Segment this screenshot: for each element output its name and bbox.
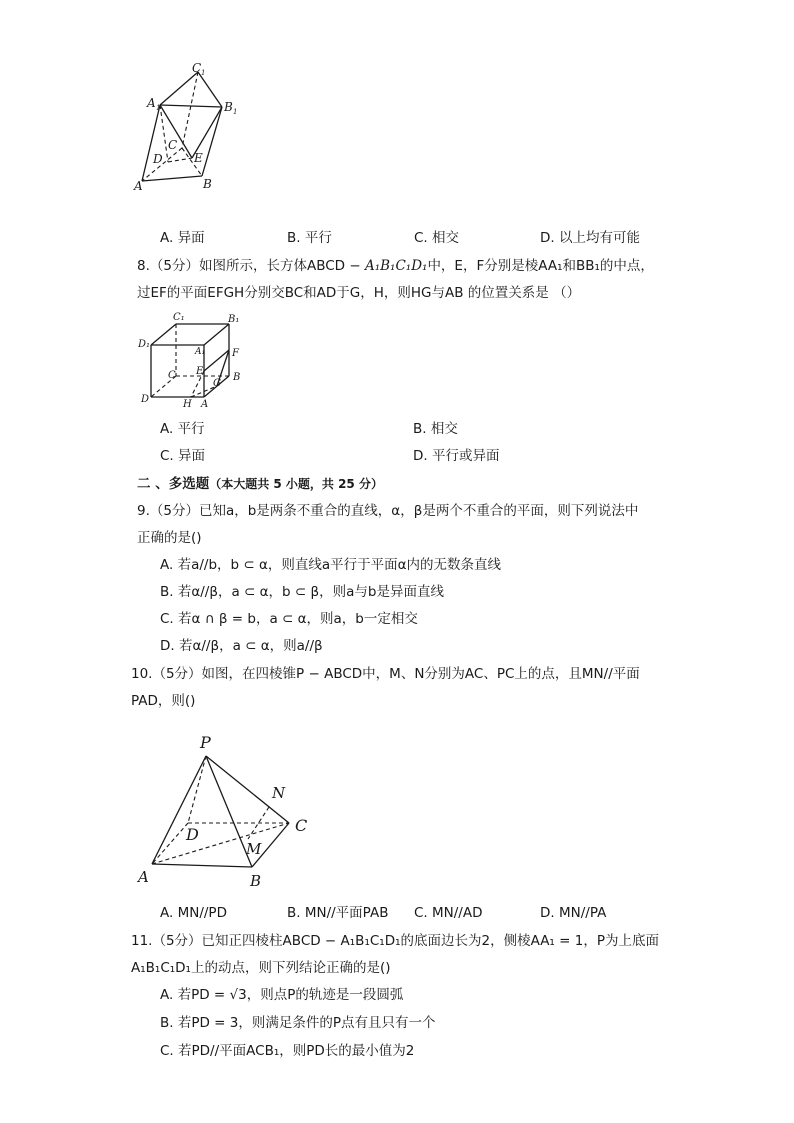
q9-option-c[interactable]: C. 若α ∩ β = b，a ⊂ α，则a，b一定相交 <box>160 611 418 627</box>
q8-label-A: A <box>201 399 209 410</box>
q11-option-b[interactable]: B. 若PD = 3，则满足条件的P点有且只有一个 <box>160 1015 436 1031</box>
q8-option-d[interactable]: D. 平行或异面 <box>413 448 500 464</box>
q8-label-D: D <box>141 394 150 405</box>
q10-option-b[interactable]: B. MN//平面PAB <box>287 905 389 921</box>
q10-label-N: N <box>272 784 286 802</box>
q8-cuboid-figure <box>137 310 257 415</box>
q8-option-b[interactable]: B. 相交 <box>413 421 458 437</box>
q8-label-C1: C₁ <box>173 312 185 323</box>
q8-label-H: H <box>183 399 192 410</box>
q11-option-c[interactable]: C. 若PD//平面ACB₁，则PD长的最小值为2 <box>160 1043 415 1059</box>
q8-line1-math: − A₁B₁C₁D₁ <box>345 258 428 274</box>
q7-option-c[interactable]: C. 相交 <box>414 230 460 246</box>
q9-line1: 9.（5分）已知a，b是两条不重合的直线，α，β是两个不重合的平面，则下列说法中 <box>137 503 639 519</box>
q8-label-A1: A₁ <box>195 347 206 357</box>
q10-label-M: M <box>246 840 262 858</box>
q9-option-d[interactable]: D. 若α//β，a ⊂ α，则a//β <box>160 638 323 654</box>
q8-option-c[interactable]: C. 异面 <box>160 448 206 464</box>
q7-label-C1-sub: 1 <box>201 69 206 77</box>
q8-line2: 过EF的平面EFGH分别交BC和AD于G，H，则HG与AB 的位置关系是 （） <box>137 285 581 301</box>
q10-line1: 10.（5分）如图，在四棱锥P − ABCD中，M、N分别为AC、PC上的点，且MN//平面 <box>131 666 640 682</box>
q8-line1-pre: 8.（5分）如图所示，长方体ABCD <box>137 258 346 274</box>
q10-option-d[interactable]: D. MN//PA <box>540 905 607 921</box>
q10-pyramid-figure <box>130 728 320 893</box>
q7-prism-figure <box>130 58 250 198</box>
q7-option-b[interactable]: B. 平行 <box>287 230 332 246</box>
q10-option-c[interactable]: C. MN//AD <box>414 905 483 921</box>
q10-label-C: C <box>295 816 308 835</box>
q10-label-B: B <box>250 872 262 890</box>
q8-option-a[interactable]: A. 平行 <box>160 421 205 437</box>
q7-option-a[interactable]: A. 异面 <box>160 230 205 246</box>
section-title-note: （本大题共 5 小题，共 25 分） <box>209 477 383 491</box>
q7-label-A1: A <box>147 96 156 110</box>
q7-label-D: D <box>153 152 163 166</box>
q7-option-d[interactable]: D. 以上均有可能 <box>540 230 640 246</box>
q10-option-a[interactable]: A. MN//PD <box>160 905 227 921</box>
q8-label-B1: B₁ <box>228 314 240 325</box>
q8-label-B: B <box>233 372 241 383</box>
section-title-main: 二 、多选题 <box>137 476 210 492</box>
q8-label-C: C <box>168 370 176 381</box>
q10-line2: PAD，则() <box>131 693 196 709</box>
q7-label-B: B <box>203 177 212 191</box>
q8-label-E: E <box>196 366 204 377</box>
q7-label-E: E <box>194 151 203 165</box>
q7-label-C1: C <box>192 61 202 75</box>
q7-label-C: C <box>168 138 178 152</box>
q7-label-B1: B <box>224 100 233 114</box>
q8-label-G: G <box>213 378 221 389</box>
q8-line1 <box>137 257 654 275</box>
q9-line2: 正确的是() <box>137 530 202 546</box>
q11-line2: A₁B₁C₁D₁上的动点，则下列结论正确的是() <box>131 960 391 976</box>
q11-option-a[interactable]: A. 若PD = √3，则点P的轨迹是一段圆弧 <box>160 987 404 1003</box>
q11-line1: 11.（5分）已知正四棱柱ABCD − A₁B₁C₁D₁的底面边长为2，侧棱AA₁ = 1，P为上底面 <box>131 933 659 949</box>
q7-label-A: A <box>134 179 143 193</box>
q7-label-A1-sub: 1 <box>156 104 161 112</box>
q8-label-D1: D₁ <box>138 339 151 350</box>
q9-option-a[interactable]: A. 若a//b，b ⊂ α，则直线a平行于平面α内的无数条直线 <box>160 557 502 573</box>
q9-option-b[interactable]: B. 若α//β，a ⊂ α，b ⊂ β，则a与b是异面直线 <box>160 584 444 600</box>
q10-label-P: P <box>200 733 211 752</box>
q8-line1-post: 中，E，F分别是棱AA₁和BB₁的中点， <box>427 258 654 274</box>
q7-label-B1-sub: 1 <box>233 108 238 116</box>
q8-label-F: F <box>232 348 239 359</box>
q10-label-D: D <box>186 825 199 844</box>
q10-label-A: A <box>138 868 149 886</box>
section-title <box>137 475 383 493</box>
